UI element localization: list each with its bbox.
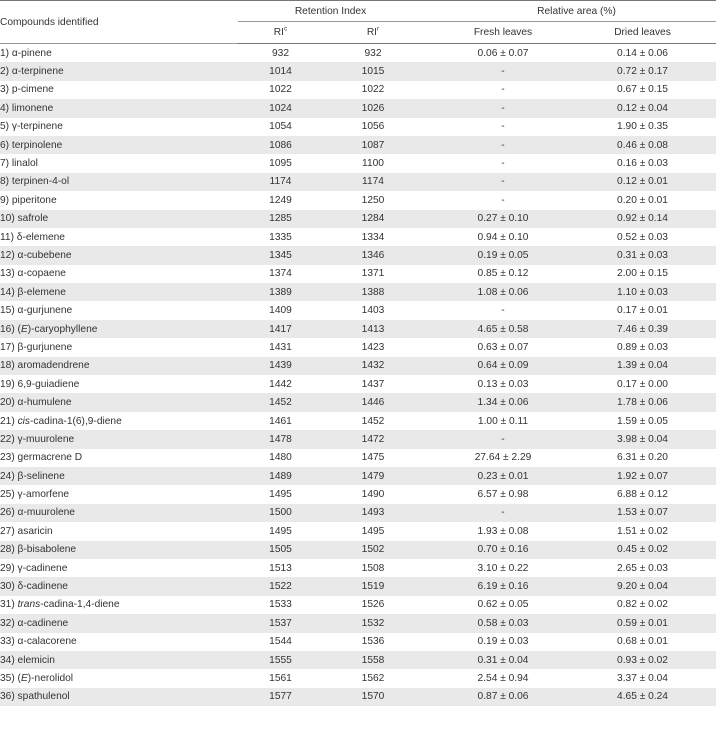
compounds-header: Compounds identified — [0, 1, 238, 44]
table-row — [0, 688, 716, 706]
dried-leaves-cell: 1.78 ± 0.06 — [569, 393, 716, 411]
ri-calculated-cell: 1409 — [269, 305, 292, 317]
ri-reference-cell: 1519 — [323, 577, 423, 595]
ri-calculated-cell: 1014 — [238, 62, 323, 80]
table-row — [0, 449, 716, 467]
compound-name: 16) (E)-caryophyllene — [0, 320, 238, 338]
table-row — [0, 375, 716, 393]
compound-name: 13) α-copaene — [0, 268, 66, 280]
dried-leaves-cell: 0.68 ± 0.01 — [617, 636, 668, 648]
ri-reference-cell: 1403 — [361, 305, 385, 317]
compound-name: 30) δ-cadinene — [0, 577, 238, 595]
compound-name: 2) α-terpinene — [0, 62, 238, 80]
ri-calculated-cell: 1452 — [238, 393, 323, 411]
table-row — [0, 136, 716, 154]
fresh-leaves-cell: - — [501, 121, 505, 133]
ri-reference-cell: 1284 — [323, 210, 423, 228]
dried-leaves-cell: 0.17 ± 0.01 — [617, 305, 668, 317]
dried-leaves-cell: 1.90 ± 0.35 — [617, 121, 668, 133]
fresh-leaves-cell: - — [423, 504, 569, 522]
ri-reference-cell: 1423 — [361, 341, 385, 353]
compound-name: 9) piperitone — [0, 194, 57, 206]
ri-calculated-cell: 1417 — [238, 320, 323, 338]
compound-name: 8) terpinen-4-ol — [0, 173, 238, 191]
fresh-leaves-cell: - — [501, 305, 505, 317]
compound-name: 17) β-gurjunene — [0, 341, 73, 353]
compound-name: 26) α-muurolene — [0, 504, 238, 522]
compound-name: 10) safrole — [0, 210, 238, 228]
dried-leaves-cell: 6.88 ± 0.12 — [617, 489, 668, 501]
fresh-leaves-cell: - — [501, 194, 505, 206]
ri-calculated-cell: 1577 — [238, 688, 323, 706]
ri-reference-cell: 1558 — [323, 651, 423, 669]
table-row — [0, 430, 716, 448]
table-row — [0, 669, 716, 687]
fresh-leaves-cell: 0.62 ± 0.05 — [477, 599, 529, 611]
compound-name: 1) α-pinene — [0, 47, 52, 59]
fresh-leaves-cell: 0.64 ± 0.09 — [423, 357, 569, 375]
table-row — [0, 338, 716, 356]
ri-reference-cell: 1472 — [323, 430, 423, 448]
table-row — [0, 44, 716, 63]
fresh-leaves-cell: 1.00 ± 0.11 — [477, 415, 529, 427]
ri-reference-cell: 1174 — [323, 173, 423, 191]
ri-calculated-cell: 1555 — [238, 651, 323, 669]
table-row — [0, 301, 716, 319]
ri-reference-cell: 1479 — [323, 467, 423, 485]
ri-calculated-cell: 1442 — [269, 378, 292, 390]
compound-name: 27) asaricin — [0, 525, 53, 537]
ri-calculated-cell: 1561 — [269, 672, 292, 684]
dried-leaves-cell: 0.46 ± 0.08 — [569, 136, 716, 154]
ri-calculated-cell: 1439 — [238, 357, 323, 375]
ri-reference-cell: 1371 — [361, 268, 385, 280]
dried-leaves-cell: 1.92 ± 0.07 — [569, 467, 716, 485]
fresh-leaves-cell: 0.58 ± 0.03 — [423, 614, 569, 632]
relative-area-header: Relative area (%) — [423, 1, 716, 22]
dried-leaves-cell: 0.92 ± 0.14 — [569, 210, 716, 228]
fresh-leaves-cell: - — [423, 173, 569, 191]
compound-name: 21) cis-cadina-1(6),9-diene — [0, 415, 122, 427]
compound-name: 31) trans-cadina-1,4-diene — [0, 599, 120, 611]
table-row — [0, 577, 716, 595]
dried-leaves-cell: 0.67 ± 0.15 — [617, 84, 668, 96]
dried-leaves-cell: 0.16 ± 0.03 — [617, 158, 668, 170]
ri-reference-header: $RI^r$ — [323, 22, 423, 44]
fresh-leaves-cell: 0.13 ± 0.03 — [477, 378, 529, 390]
fresh-leaves-cell: 0.23 ± 0.01 — [423, 467, 569, 485]
ri-reference-cell: 1346 — [323, 246, 423, 264]
dried-leaves-cell: 1.10 ± 0.03 — [569, 283, 716, 301]
table-row — [0, 614, 716, 632]
fresh-leaves-cell: 1.34 ± 0.06 — [423, 393, 569, 411]
compound-name: 23) germacrene D — [0, 452, 83, 464]
table-row — [0, 559, 716, 577]
dried-leaves-cell: 0.45 ± 0.02 — [569, 541, 716, 559]
fresh-leaves-header: Fresh leaves — [423, 22, 569, 44]
dried-leaves-cell: 0.89 ± 0.03 — [617, 341, 668, 353]
dried-leaves-cell: 7.46 ± 0.39 — [569, 320, 716, 338]
compound-name: 15) α-gurjunene — [0, 305, 73, 317]
ri-calculated-cell: 1522 — [238, 577, 323, 595]
ri-reference-cell: 1526 — [361, 599, 385, 611]
ri-reference-cell: 1015 — [323, 62, 423, 80]
ri-reference-cell: 1532 — [323, 614, 423, 632]
ri-calculated-cell: 1086 — [238, 136, 323, 154]
dried-leaves-cell: 1.53 ± 0.07 — [569, 504, 716, 522]
table-row — [0, 191, 716, 209]
ri-reference-cell: 1446 — [323, 393, 423, 411]
table-row — [0, 633, 716, 651]
table-row — [0, 504, 716, 522]
ri-calculated-cell: 1544 — [269, 636, 292, 648]
table-body — [0, 44, 716, 707]
compound-name: 29) γ-cadinene — [0, 562, 68, 574]
fresh-leaves-cell: 0.70 ± 0.16 — [423, 541, 569, 559]
dried-leaves-cell: 0.72 ± 0.17 — [569, 62, 716, 80]
ri-calculated-cell: 1461 — [269, 415, 292, 427]
dried-leaves-cell: 1.39 ± 0.04 — [569, 357, 716, 375]
compound-name: 4) limonene — [0, 99, 238, 117]
retention-index-header: Retention Index — [238, 1, 423, 22]
ri-calculated-cell: 1495 — [269, 489, 292, 501]
dried-leaves-cell: 0.20 ± 0.01 — [617, 194, 668, 206]
compound-name: 28) β-bisabolene — [0, 541, 238, 559]
ri-calculated-cell: 1054 — [269, 121, 292, 133]
fresh-leaves-cell: 0.19 ± 0.03 — [477, 636, 529, 648]
ri-calculated-cell: 1505 — [238, 541, 323, 559]
compound-name: 33) α-calacorene — [0, 636, 77, 648]
ri-calculated-cell: 932 — [272, 47, 289, 59]
table-row — [0, 596, 716, 614]
table-row — [0, 522, 716, 540]
ri-reference-cell: 1570 — [323, 688, 423, 706]
dried-leaves-cell: 0.12 ± 0.01 — [569, 173, 716, 191]
table-row — [0, 228, 716, 246]
ri-calculated-cell: 1533 — [269, 599, 292, 611]
compound-name: 22) γ-muurolene — [0, 430, 238, 448]
dried-leaves-cell: 4.65 ± 0.24 — [569, 688, 716, 706]
table-row — [0, 485, 716, 503]
ri-reference-cell: 1026 — [323, 99, 423, 117]
table-row — [0, 357, 716, 375]
compound-name: 20) α-humulene — [0, 393, 238, 411]
ri-calculated-cell: 1478 — [238, 430, 323, 448]
ri-reference-cell: 1437 — [361, 378, 385, 390]
dried-leaves-cell: 0.82 ± 0.02 — [617, 599, 668, 611]
ri-calculated-cell: 1374 — [269, 268, 292, 280]
fresh-leaves-cell: - — [423, 62, 569, 80]
dried-leaves-cell: 1.51 ± 0.02 — [617, 525, 668, 537]
fresh-leaves-cell: - — [501, 84, 505, 96]
table-row — [0, 393, 716, 411]
ri-calculated-cell: 1537 — [238, 614, 323, 632]
ri-calculated-cell: 1022 — [269, 84, 292, 96]
dried-leaves-cell: 3.37 ± 0.04 — [617, 672, 668, 684]
ri-calculated-cell: 1345 — [238, 246, 323, 264]
compound-name: 19) 6,9-guiadiene — [0, 378, 80, 390]
fresh-leaves-cell: 3.10 ± 0.22 — [477, 562, 529, 574]
fresh-leaves-cell: 0.63 ± 0.07 — [477, 341, 529, 353]
fresh-leaves-cell: - — [423, 99, 569, 117]
ri-reference-cell: 1413 — [323, 320, 423, 338]
dried-leaves-header: Dried leaves — [569, 22, 716, 44]
table-row — [0, 118, 716, 136]
compound-name: 35) (E)-nerolidol — [0, 672, 74, 684]
compound-name: 12) α-cubebene — [0, 246, 238, 264]
ri-calculated-cell: 1285 — [238, 210, 323, 228]
compound-name: 32) α-cadinene — [0, 614, 238, 632]
ri-calculated-cell: 1249 — [269, 194, 292, 206]
fresh-leaves-cell: 4.65 ± 0.58 — [423, 320, 569, 338]
fresh-leaves-cell: 0.27 ± 0.10 — [423, 210, 569, 228]
fresh-leaves-cell: 27.64 ± 2.29 — [474, 452, 532, 464]
fresh-leaves-cell: 0.31 ± 0.04 — [423, 651, 569, 669]
dried-leaves-cell: 0.14 ± 0.06 — [617, 47, 668, 59]
ri-reference-cell: 1452 — [361, 415, 385, 427]
ri-reference-cell: 1022 — [361, 84, 385, 96]
ri-calculated-cell: 1095 — [269, 158, 292, 170]
table-row — [0, 651, 716, 669]
ri-reference-cell: 1250 — [361, 194, 385, 206]
ri-calculated-cell: 1335 — [269, 231, 292, 243]
ri-calculated-cell: 1024 — [238, 99, 323, 117]
ri-reference-cell: 1508 — [361, 562, 385, 574]
table-row — [0, 154, 716, 172]
compound-name: 11) δ-elemene — [0, 231, 65, 243]
dried-leaves-cell: 2.65 ± 0.03 — [617, 562, 668, 574]
dried-leaves-cell: 3.98 ± 0.04 — [569, 430, 716, 448]
table-row — [0, 246, 716, 264]
compound-name: 3) p-cimene — [0, 84, 54, 96]
ri-calculated-cell: 1431 — [269, 341, 292, 353]
ri-reference-cell: 1493 — [323, 504, 423, 522]
dried-leaves-cell: 0.12 ± 0.04 — [569, 99, 716, 117]
ri-reference-cell: 1495 — [361, 525, 385, 537]
table-row — [0, 467, 716, 485]
ri-reference-cell: 1536 — [361, 636, 385, 648]
fresh-leaves-cell: - — [501, 158, 505, 170]
ri-reference-cell: 1087 — [323, 136, 423, 154]
table-row — [0, 541, 716, 559]
ri-reference-cell: 1502 — [323, 541, 423, 559]
compound-name: 36) spathulenol — [0, 688, 238, 706]
compound-name: 7) linalol — [0, 158, 38, 170]
ri-reference-cell: 1100 — [362, 158, 384, 170]
compound-name: 24) β-selinene — [0, 467, 238, 485]
ri-calculated-cell: 1480 — [269, 452, 292, 464]
fresh-leaves-cell: - — [423, 136, 569, 154]
table-row — [0, 265, 716, 283]
ri-reference-cell: 1334 — [361, 231, 385, 243]
fresh-leaves-cell: 6.19 ± 0.16 — [423, 577, 569, 595]
dried-leaves-cell: 0.59 ± 0.01 — [569, 614, 716, 632]
table-row — [0, 173, 716, 191]
ri-calculated-cell: 1513 — [269, 562, 292, 574]
ri-calculated-cell: 1489 — [238, 467, 323, 485]
fresh-leaves-cell: 0.85 ± 0.12 — [477, 268, 529, 280]
compound-name: 18) aromadendrene — [0, 357, 238, 375]
ri-reference-cell: 1562 — [361, 672, 385, 684]
table-row — [0, 320, 716, 338]
compound-name: 14) β-elemene — [0, 283, 238, 301]
fresh-leaves-cell: 0.19 ± 0.05 — [423, 246, 569, 264]
fresh-leaves-cell: 2.54 ± 0.94 — [477, 672, 529, 684]
ri-reference-cell: 932 — [364, 47, 382, 59]
dried-leaves-cell: 0.31 ± 0.03 — [569, 246, 716, 264]
compound-name: 6) terpinolene — [0, 136, 238, 154]
ri-reference-cell: 1388 — [323, 283, 423, 301]
fresh-leaves-cell: - — [423, 430, 569, 448]
table-row — [0, 62, 716, 80]
ri-calculated-cell: 1174 — [238, 173, 323, 191]
ri-calculated-cell: 1495 — [269, 525, 292, 537]
dried-leaves-cell: 0.93 ± 0.02 — [569, 651, 716, 669]
fresh-leaves-cell: 1.93 ± 0.08 — [477, 525, 529, 537]
fresh-leaves-cell: 6.57 ± 0.98 — [477, 489, 529, 501]
fresh-leaves-cell: 0.06 ± 0.07 — [477, 47, 529, 59]
table-row — [0, 210, 716, 228]
table-row — [0, 412, 716, 430]
fresh-leaves-cell: 0.94 ± 0.10 — [477, 231, 529, 243]
ri-reference-cell: 1432 — [323, 357, 423, 375]
table-row — [0, 283, 716, 301]
dried-leaves-cell: 9.20 ± 0.04 — [569, 577, 716, 595]
ri-reference-cell: 1056 — [361, 121, 385, 133]
table-row — [0, 99, 716, 117]
ri-calculated-cell: 1500 — [238, 504, 323, 522]
ri-calculated-header: $RI^c$ — [238, 22, 323, 44]
dried-leaves-cell: 0.17 ± 0.00 — [617, 378, 668, 390]
table-row — [0, 81, 716, 99]
ri-reference-cell: 1475 — [361, 452, 385, 464]
compound-name: 25) γ-amorfene — [0, 489, 70, 501]
dried-leaves-cell: 0.52 ± 0.03 — [617, 231, 668, 243]
dried-leaves-cell: 6.31 ± 0.20 — [617, 452, 668, 464]
fresh-leaves-cell: 1.08 ± 0.06 — [423, 283, 569, 301]
ri-calculated-cell: 1389 — [238, 283, 323, 301]
fresh-leaves-cell: 0.87 ± 0.06 — [423, 688, 569, 706]
dried-leaves-cell: 2.00 ± 0.15 — [617, 268, 668, 280]
compound-name: 34) elemicin — [0, 651, 238, 669]
compound-name: 5) γ-terpinene — [0, 121, 63, 133]
ri-reference-cell: 1490 — [361, 489, 385, 501]
dried-leaves-cell: 1.59 ± 0.05 — [617, 415, 668, 427]
